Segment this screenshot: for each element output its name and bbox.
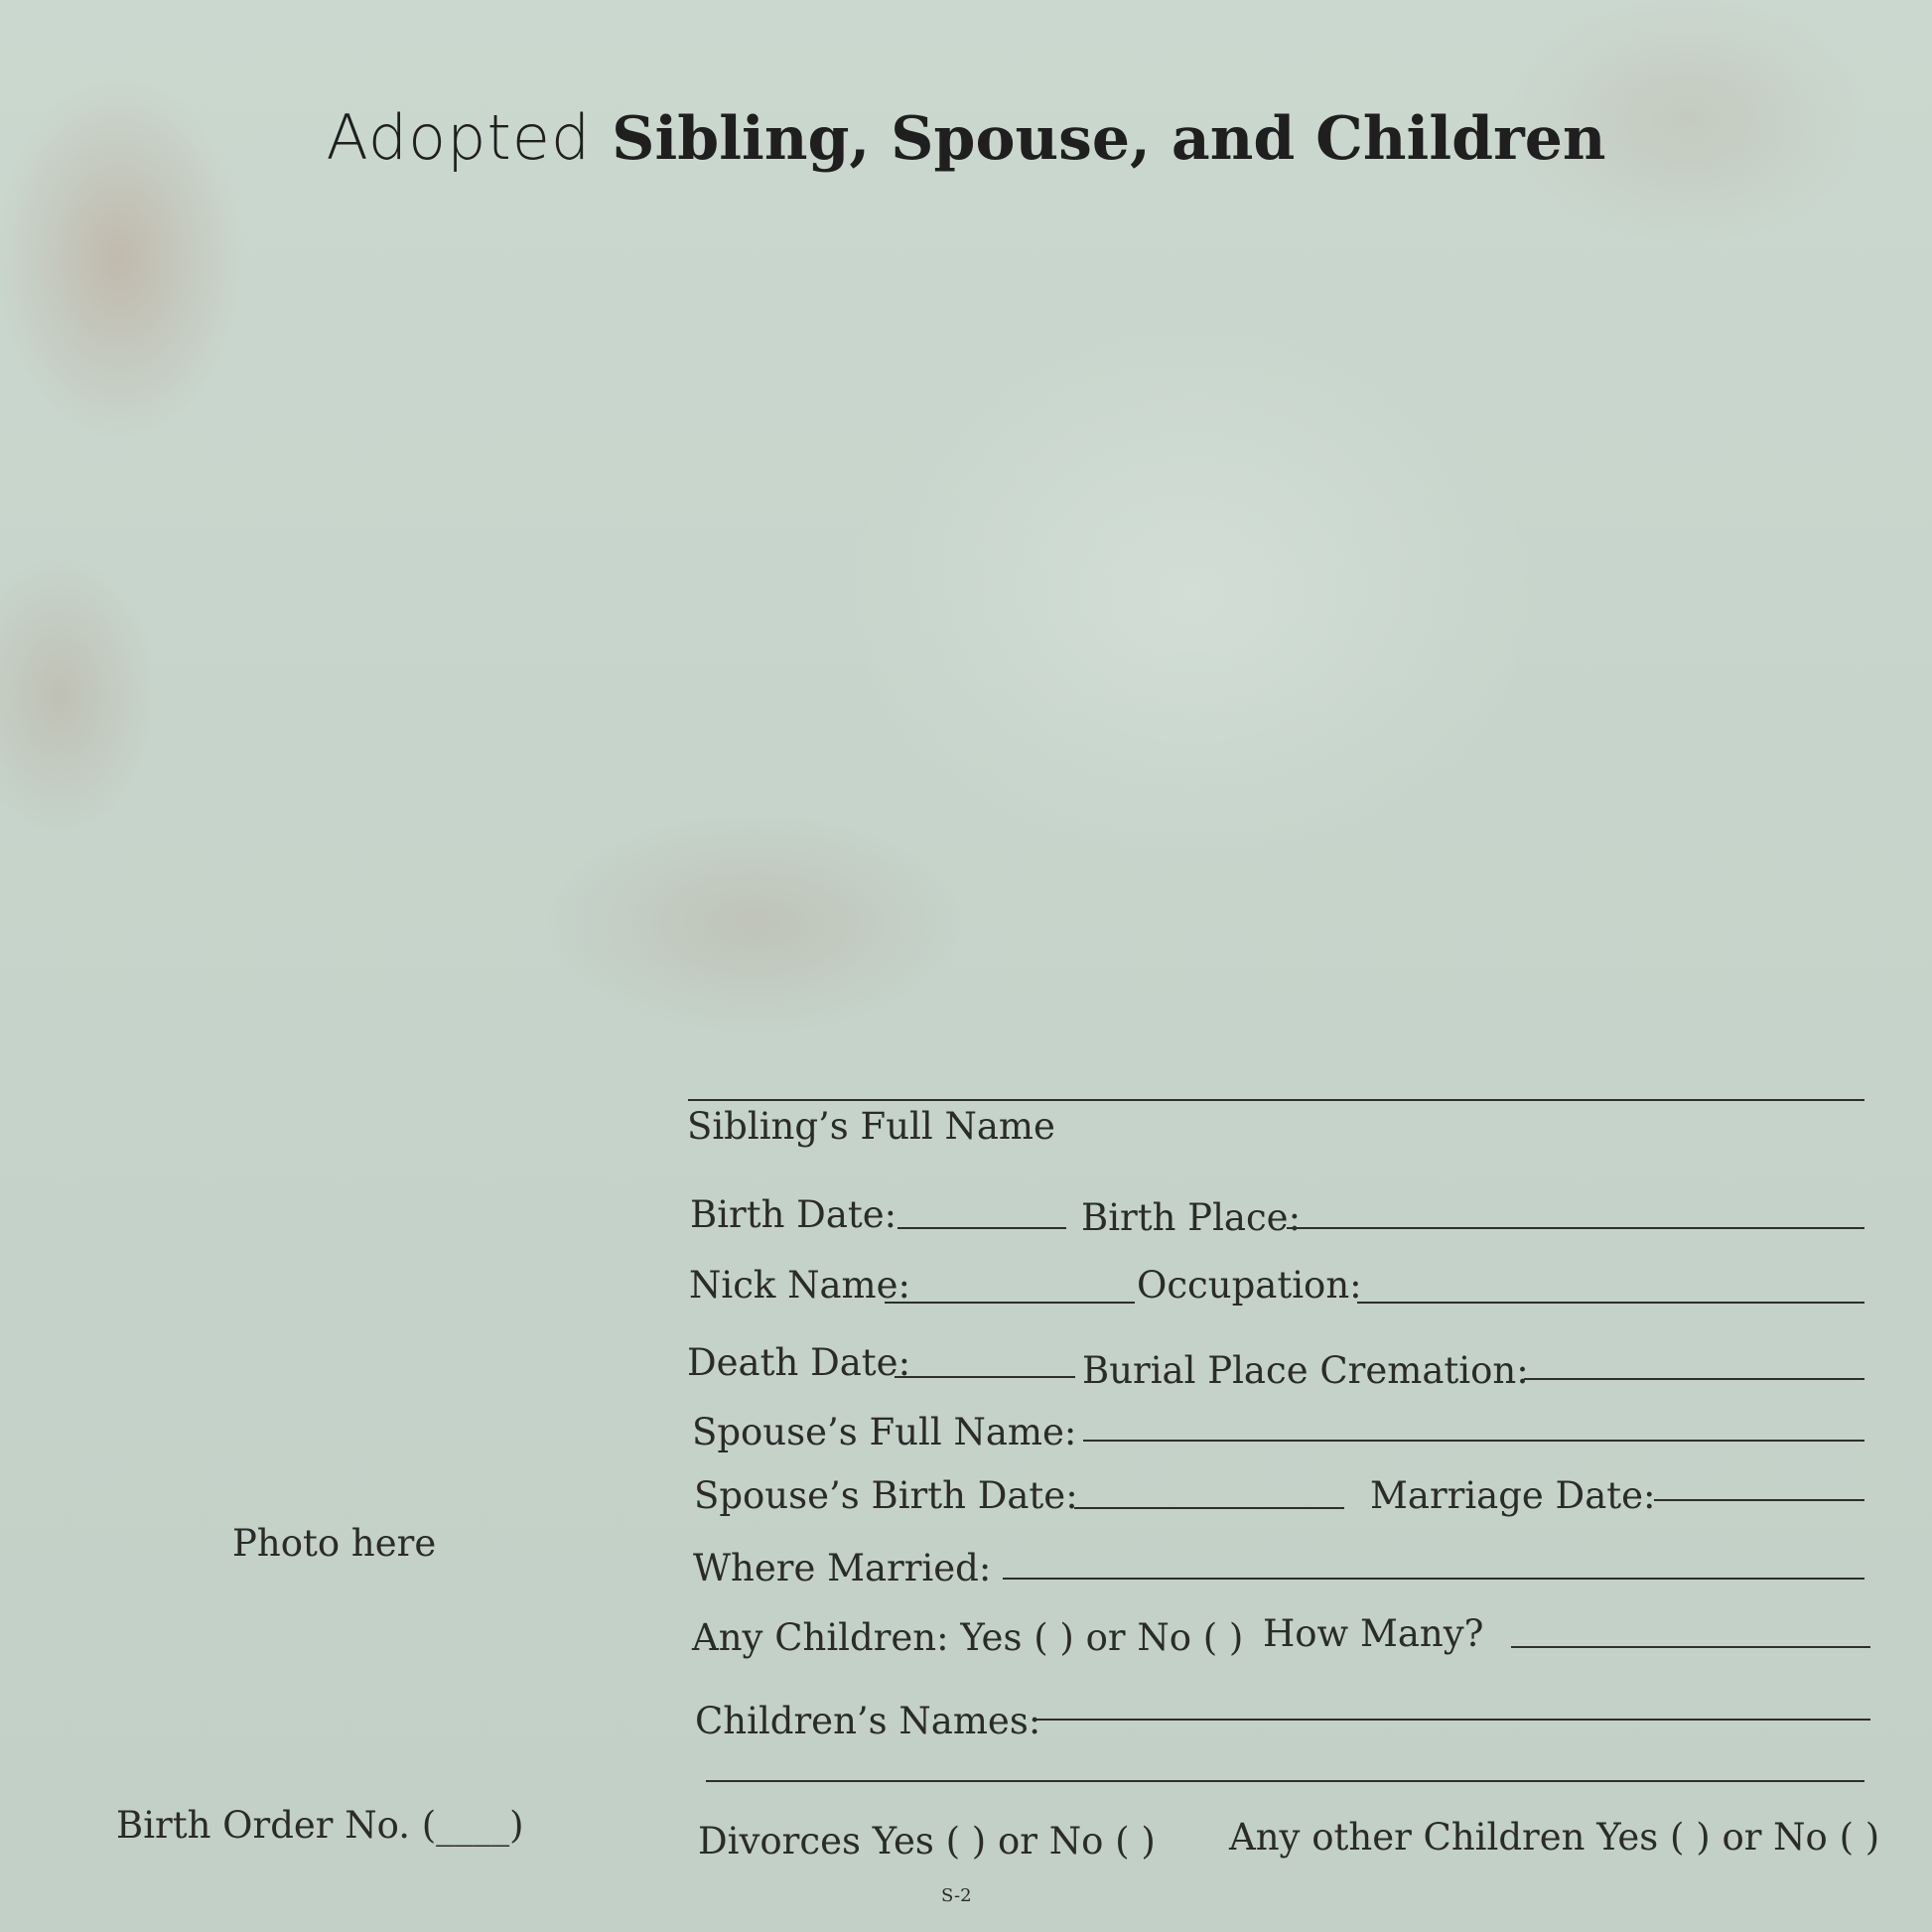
spouse-birth-date-line[interactable] [1074, 1507, 1344, 1509]
photo-placeholder: Photo here [232, 1522, 437, 1565]
death-date-label: Death Date: [687, 1341, 911, 1384]
occupation-line[interactable] [1357, 1302, 1864, 1304]
childrens-names-label: Children’s Names: [695, 1700, 1041, 1742]
birth-date-line[interactable] [897, 1227, 1066, 1229]
marriage-date-line[interactable] [1654, 1499, 1864, 1501]
death-date-line[interactable] [895, 1376, 1075, 1378]
siblings-full-name-label: Sibling’s Full Name [687, 1105, 1055, 1148]
burial-place-line[interactable] [1524, 1378, 1864, 1380]
nick-name-label: Nick Name: [689, 1264, 910, 1307]
where-married-line[interactable] [1003, 1578, 1864, 1580]
how-many-line[interactable] [1511, 1646, 1870, 1648]
birth-date-label: Birth Date: [690, 1193, 897, 1236]
siblings-full-name-line[interactable] [688, 1099, 1864, 1101]
burial-place-label: Burial Place Cremation: [1082, 1349, 1529, 1392]
divorces-field[interactable]: Divorces Yes ( ) or No ( ) [698, 1820, 1156, 1863]
spouse-full-name-label: Spouse’s Full Name: [692, 1411, 1077, 1453]
birth-place-line[interactable] [1287, 1227, 1864, 1229]
any-children-field[interactable]: Any Children: Yes ( ) or No ( ) [692, 1616, 1244, 1659]
childrens-names-line-2[interactable] [706, 1780, 1864, 1782]
spouse-birth-date-label: Spouse’s Birth Date: [694, 1474, 1078, 1517]
spouse-full-name-line[interactable] [1083, 1440, 1864, 1442]
birth-place-label: Birth Place: [1081, 1196, 1302, 1239]
occupation-label: Occupation: [1137, 1264, 1362, 1307]
where-married-label: Where Married: [693, 1547, 992, 1589]
marriage-date-label: Marriage Date: [1370, 1474, 1656, 1517]
nick-name-line[interactable] [885, 1302, 1135, 1304]
birth-order-field[interactable]: Birth Order No. (____) [116, 1804, 524, 1847]
page-title [0, 101, 1932, 174]
title-adopted: Adopted [326, 101, 592, 175]
childrens-names-line-1[interactable] [1035, 1719, 1870, 1721]
title-rest: Sibling, Spouse, and Children [612, 104, 1606, 175]
page-number: S-2 [941, 1885, 972, 1906]
other-children-field[interactable]: Any other Children Yes ( ) or No ( ) [1229, 1816, 1880, 1859]
how-many-label: How Many? [1263, 1612, 1484, 1655]
